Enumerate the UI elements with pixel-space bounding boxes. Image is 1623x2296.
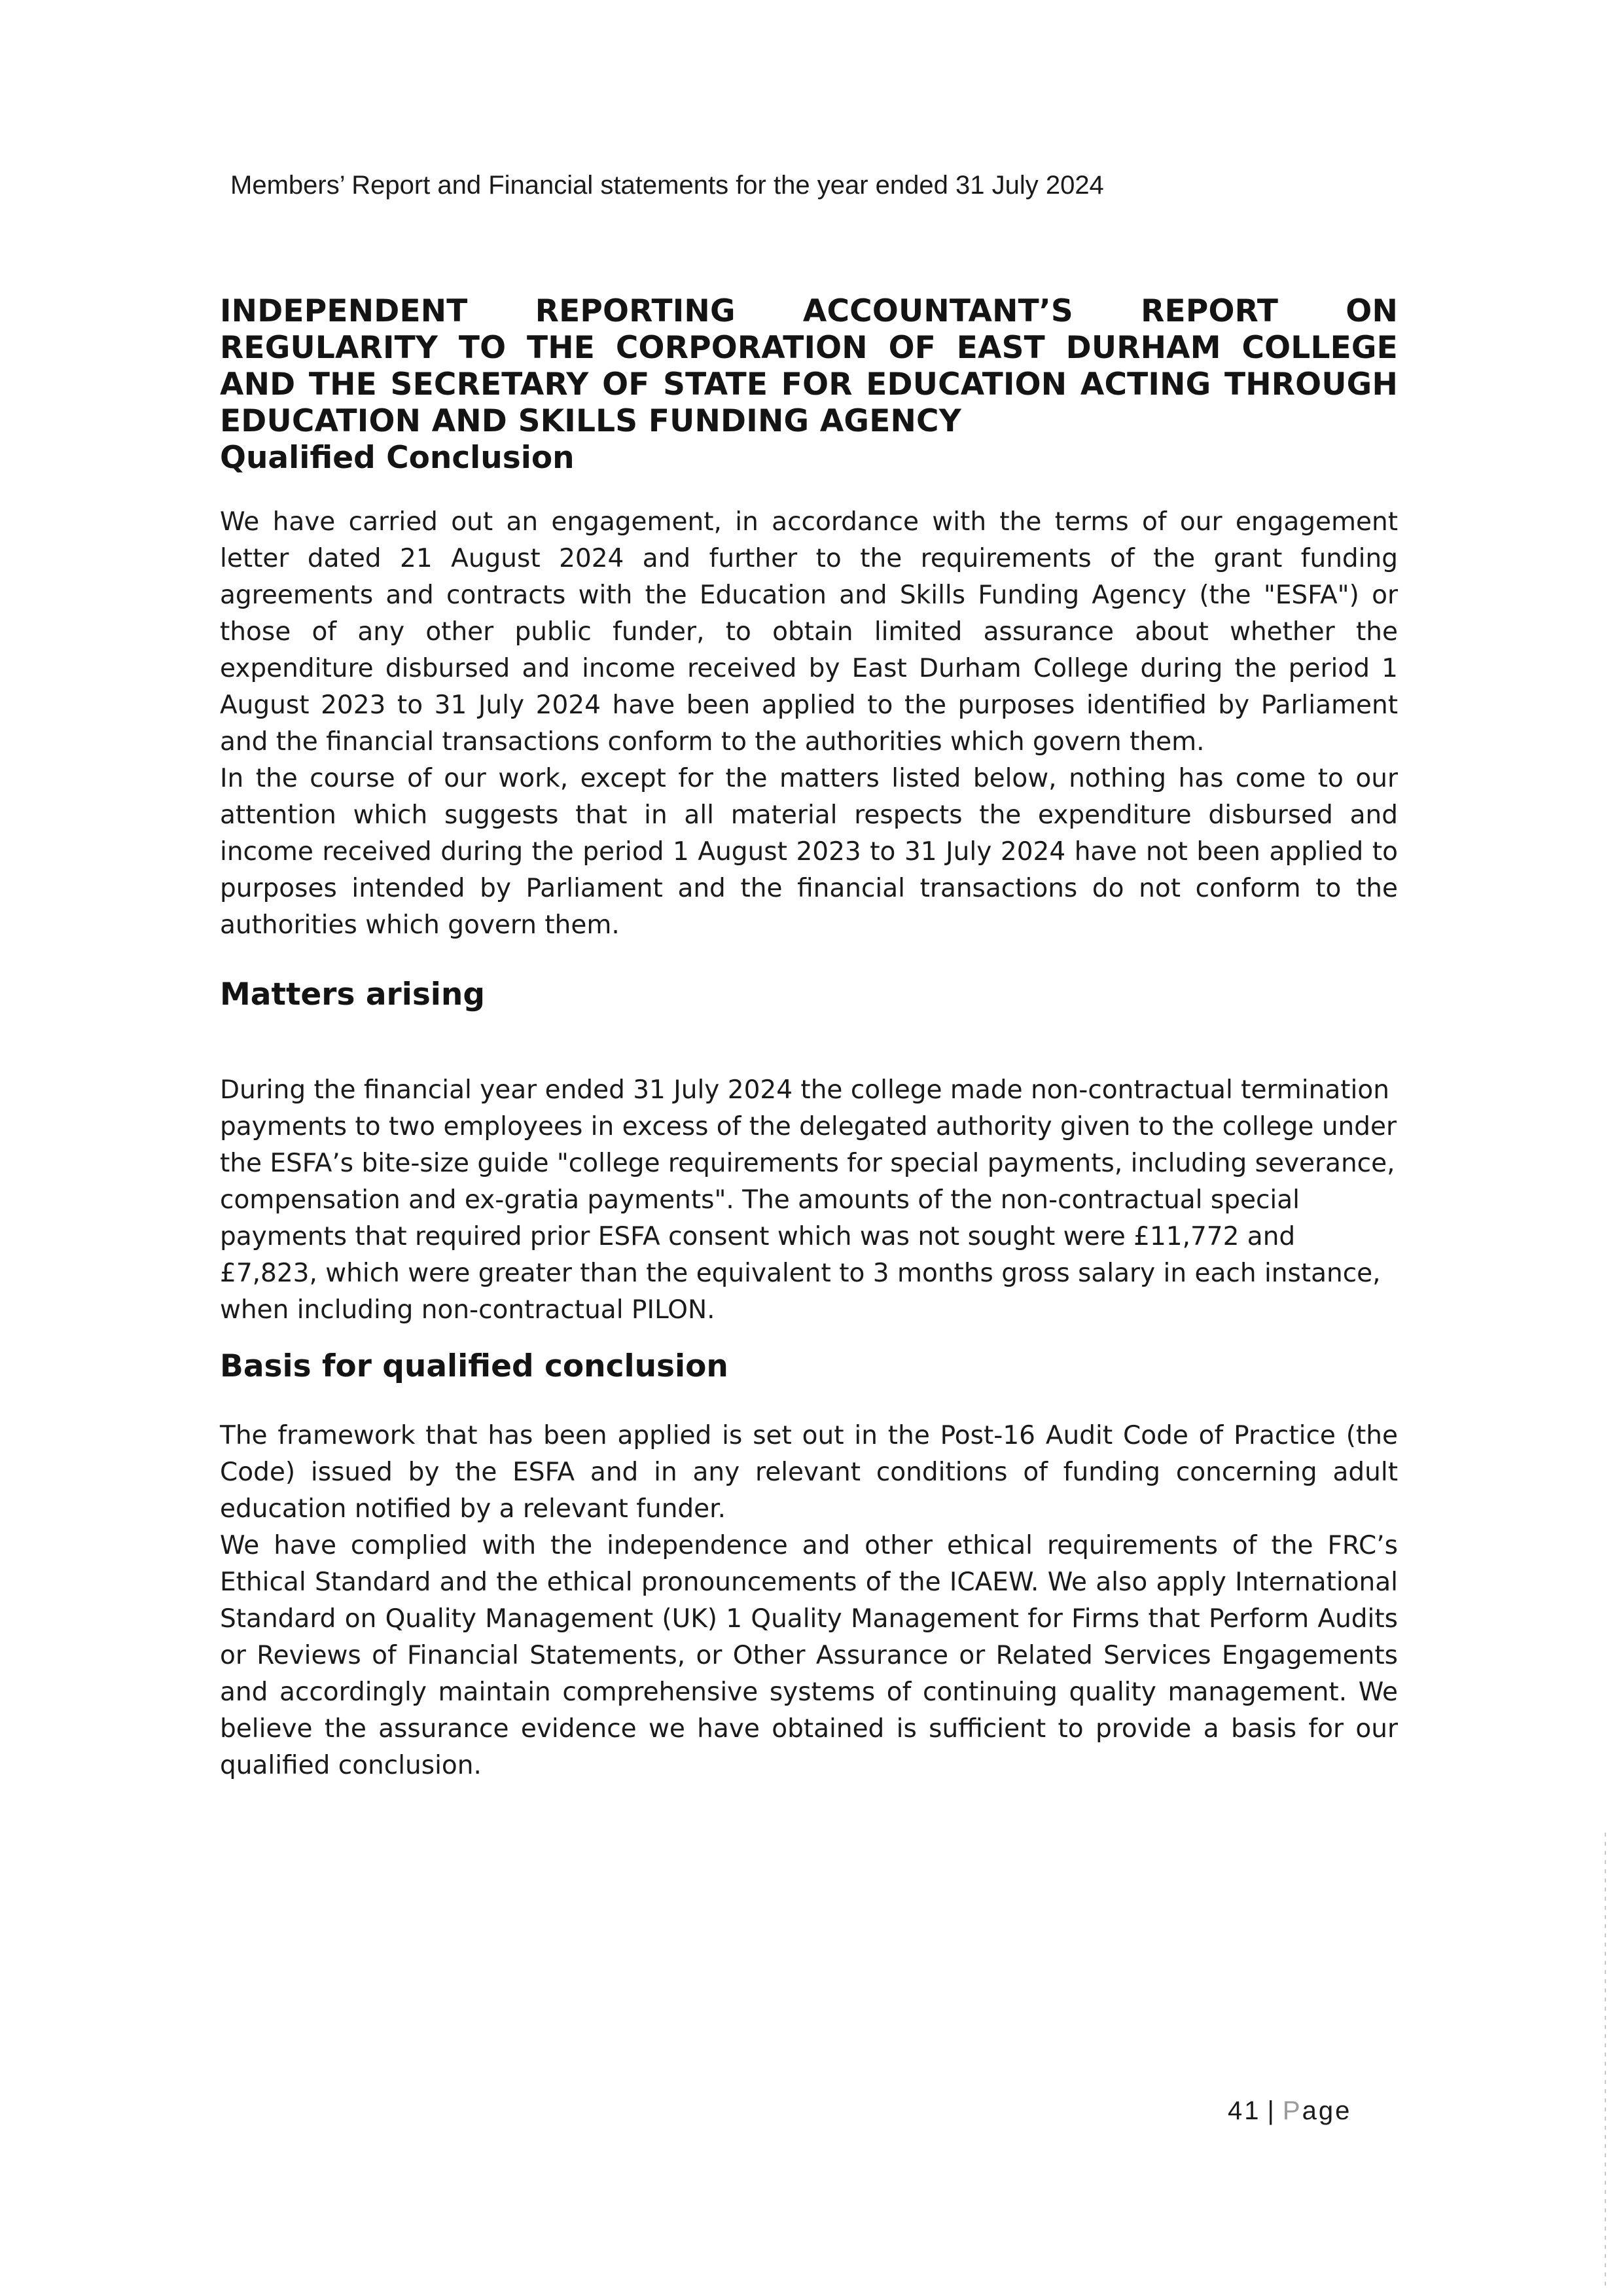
basis-paragraph-2: We have complied with the independence and other ethical requirements of the FRC’s Ethical Standard and the ethical pronouncements of the ICAEW. We also apply International Standard on Quality Management (UK) 1 Quality Management for Firms that Perform Audits or Reviews of Financial Statements, or Other Assurance or Related Services Engagements and accordingly maintain comprehensive systems of continuing quality management. We believe the assurance evidence we have obtained is sufficient to provide a basis for our qualified conclusion. [220,1531,1398,1780]
page-label-rest: age [1302,2096,1352,2125]
qualified-conclusion-paragraph-1: We have carried out an engagement, in accordance with the terms of our engagement letter dated 21 August 2024 and further to the requirements of the grant funding agreements and contracts with the Education and Skills Funding Agency (the "ESFA") or those of any other public funder, to obtain limited assurance about whether the expenditure disbursed and income received by East Durham College during the period 1 August 2023 to 31 July 2024 have been applied to the purposes identified by Parliament and the financial transactions conform to the authorities which govern them. [220,507,1398,757]
page-label-first-letter: P [1282,2096,1302,2125]
page-separator: | [1267,2096,1276,2125]
report-body [220,293,1398,1784]
scan-edge-mark [1605,1833,1606,2291]
matters-arising-heading: Matters arising [220,977,486,1013]
basis-heading: Basis for qualified conclusion [220,1348,728,1384]
report-title-line-1: INDEPENDENT REPORTING ACCOUNTANT’S REPORT ON [220,293,1398,329]
qualified-conclusion-paragraph-2: In the course of our work, except for the matters listed below, nothing has come to our attention which suggests that in all material respects the expenditure disbursed and income received during the period 1 August 2023 to 31 July 2024 have not been applied to purposes intended by Parliament and the financial transactions do not conform to the authorities which govern them. [220,764,1398,940]
matters-arising-paragraph: During the financial year ended 31 July 2024 the college made non-contractual termination payments to two employees in excess of the delegated authority given to the college under the ESFA’s bite-size guide "college requirements for special payments, including severance, compensation and ex-gratia payments". The amounts of the non-contractual special payments that required prior ESFA consent which was not sought were £11,772 and £7,823, which were greater than the equivalent to 3 months gross salary in each instance, when including non-contractual PILON. [220,1075,1397,1325]
report-title-line-rest: REGULARITY TO THE CORPORATION OF EAST DURHAM COLLEGE AND THE SECRETARY OF STATE FOR EDUCATION ACTING THROUGH EDUCATION AND SKILLS FUNDING AGENCY [220,330,1398,439]
qualified-conclusion-heading: Qualified Conclusion [220,440,575,476]
report-title [220,293,1398,440]
running-header: Members’ Report and Financial statements for the year ended 31 July 2024 [230,171,1104,200]
page-number-footer [1228,2094,1351,2127]
page-number: 41 [1228,2096,1261,2125]
basis-paragraph-1: The framework that has been applied is set out in the Post-16 Audit Code of Practice (the Code) issued by the ESFA and in any relevant conditions of funding concerning adult education notified by a relevant funder. [220,1421,1398,1524]
page-label [1283,2096,1351,2125]
